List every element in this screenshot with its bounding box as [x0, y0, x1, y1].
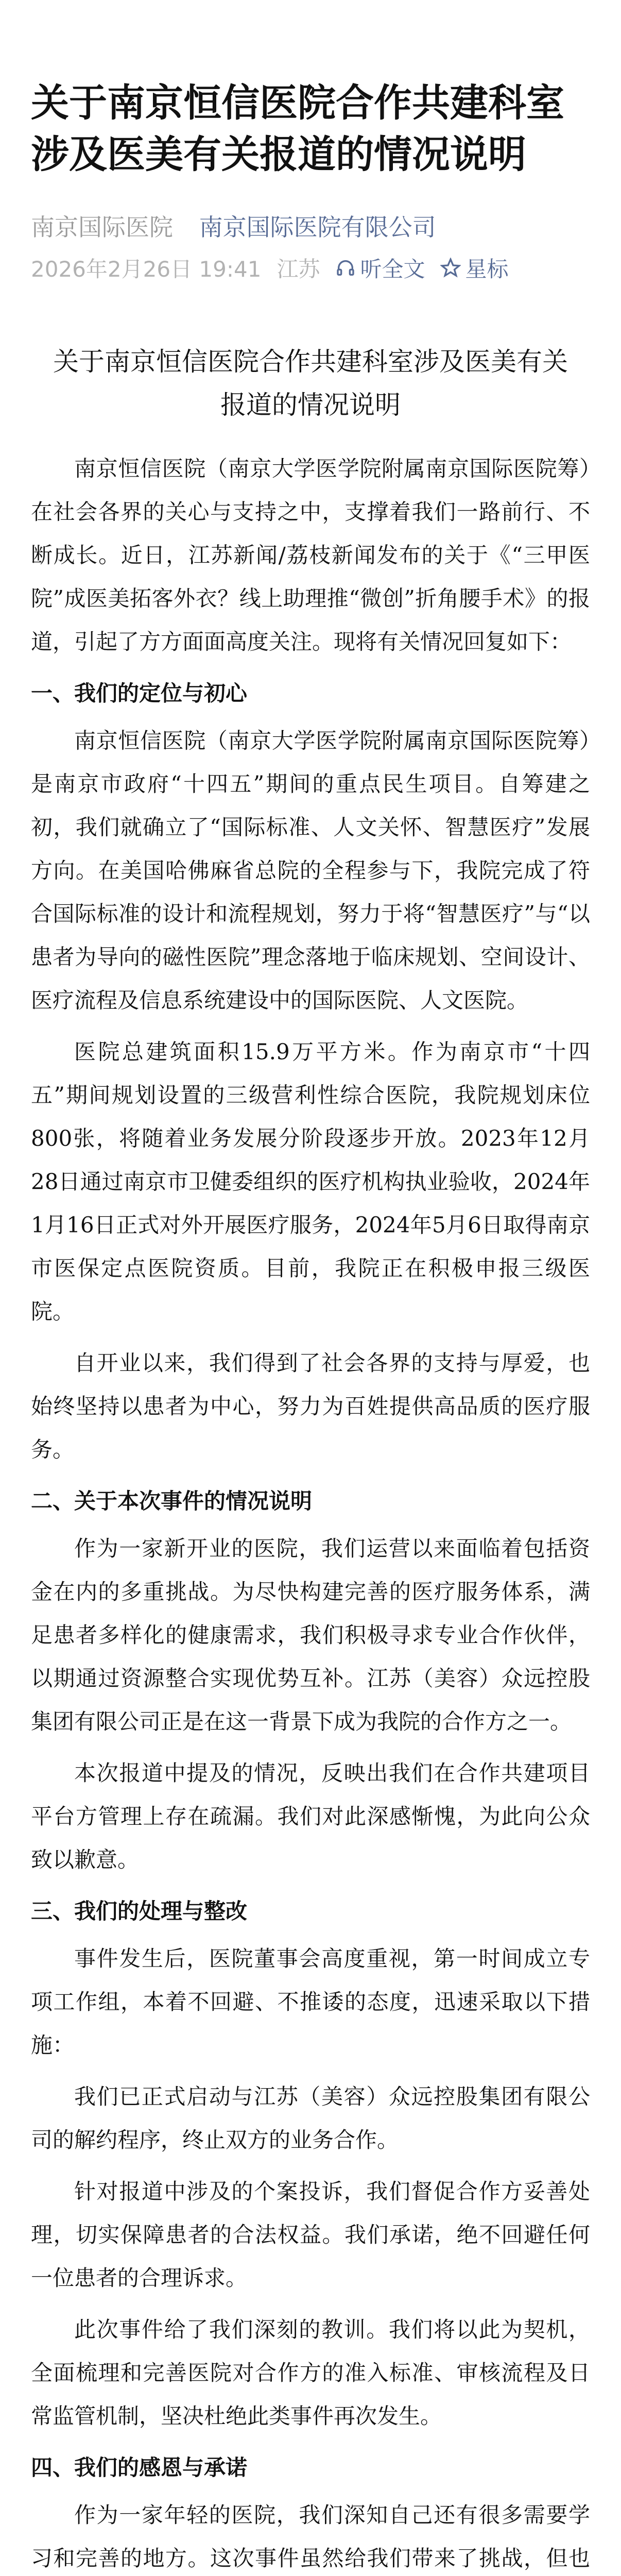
section-heading: 二、关于本次事件的情况说明 — [31, 1488, 313, 1514]
document-title: 关于南京恒信医院合作共建科室涉及医美有关报道的情况说明 — [53, 347, 568, 420]
paragraph: 事件发生后，医院董事会高度重视，第一时间成立专项工作组，本着不回避、不推诿的态度，迅速采取以下措施： — [31, 1946, 590, 2058]
paragraph: 自开业以来，我们得到了社会各界的支持与厚爱，也始终坚持以患者为中心，努力为百姓提供高品质的医疗服务。 — [31, 1350, 590, 1462]
intro-paragraph: 南京恒信医院（南京大学医学院附属南京国际医院筹）在社会各界的关心与支持之中，支撑着我们一路前行、不断成长。近日，江苏新闻/荔枝新闻发布的关于《“三甲医院”成医美拓客外衣？线上助理推“微创”折角腰手术》的报道，引起了方方面面高度关注。现将有关情况回复如下： — [31, 456, 590, 654]
paragraph: 作为一家年轻的医院，我们深知自己还有很多需要学习和完善的地方。这次事件虽然给我们带来了挑战，但也 — [31, 2502, 590, 2571]
paragraph: 医院总建筑面积15.9万平方米。作为南京市“十四五”期间规划设置的三级营利性综合医院，我院规划床位800张，将随着业务发展分阶段逐步开放。2023年12月28日通过南京市卫健委组织的医疗机构执业验收，2024年1月16日正式对外开展医疗服务，2024年5月6日取得南京市医保定点医院资质。目前，我院正在积极申报三级医院。 — [31, 1039, 590, 1324]
publish-date: 2026年2月26日 19:41 — [31, 257, 262, 282]
section-heading: 三、我们的处理与整改 — [31, 1899, 248, 1924]
region-label: 江苏 — [277, 257, 320, 282]
source-label: 南京国际医院 — [31, 213, 173, 241]
paragraph: 南京恒信医院（南京大学医学院附属南京国际医院筹）是南京市政府“十四五”期间的重点民生项目。自筹建之初，我们就确立了“国际标准、人文关怀、智慧医疗”发展方向。在美国哈佛麻省总院的全程参与下，我院完成了符合国际标准的设计和流程规划，努力于将“智慧医疗”与“以患者为导向的磁性医院”理念落地于临床规划、空间设计、医疗流程及信息系统建设中的国际医院、人文医院。 — [31, 728, 590, 1013]
star-icon — [440, 258, 461, 278]
listen-button[interactable] — [335, 252, 425, 283]
paragraph: 作为一家新开业的医院，我们运营以来面临着包括资金在内的多重挑战。为尽快构建完善的医疗服务体系，满足患者多样化的健康需求，我们积极寻求专业合作伙伴，以期通过资源整合实现优势互补。江苏（美容）众远控股集团有限公司正是在这一背景下成为我院的合作方之一。 — [31, 1536, 590, 1734]
article-body — [31, 340, 590, 2576]
article-meta-info — [31, 252, 509, 283]
paragraph: 针对报道中涉及的个案投诉，我们督促合作方妥善处理，切实保障患者的合法权益。我们承诺，绝不回避任何一位患者的合理诉求。 — [31, 2179, 590, 2291]
paragraph: 我们已正式启动与江苏（美容）众远控股集团有限公司的解约程序，终止双方的业务合作。 — [31, 2084, 590, 2153]
paragraph: 此次事件给了我们深刻的教训。我们将以此为契机，全面梳理和完善医院对合作方的准入标准、审核流程及日常监管机制，坚决杜绝此类事件再次发生。 — [31, 2317, 590, 2429]
paragraph: 本次报道中提及的情况，反映出我们在合作共建项目平台方管理上存在疏漏。我们对此深感惭愧，为此向公众致以歉意。 — [31, 1760, 590, 1872]
star-label: 星标 — [465, 257, 509, 282]
article-title: 关于南京恒信医院合作共建科室涉及医美有关报道的情况说明 — [31, 81, 564, 177]
author-link[interactable]: 南京国际医院有限公司 — [199, 213, 436, 241]
section-heading: 一、我们的定位与初心 — [31, 681, 248, 706]
section-heading: 四、我们的感恩与承诺 — [31, 2455, 248, 2480]
article-meta-source — [31, 209, 436, 243]
listen-label: 听全文 — [360, 257, 425, 282]
headphones-icon — [335, 258, 356, 278]
star-button[interactable] — [440, 252, 508, 283]
